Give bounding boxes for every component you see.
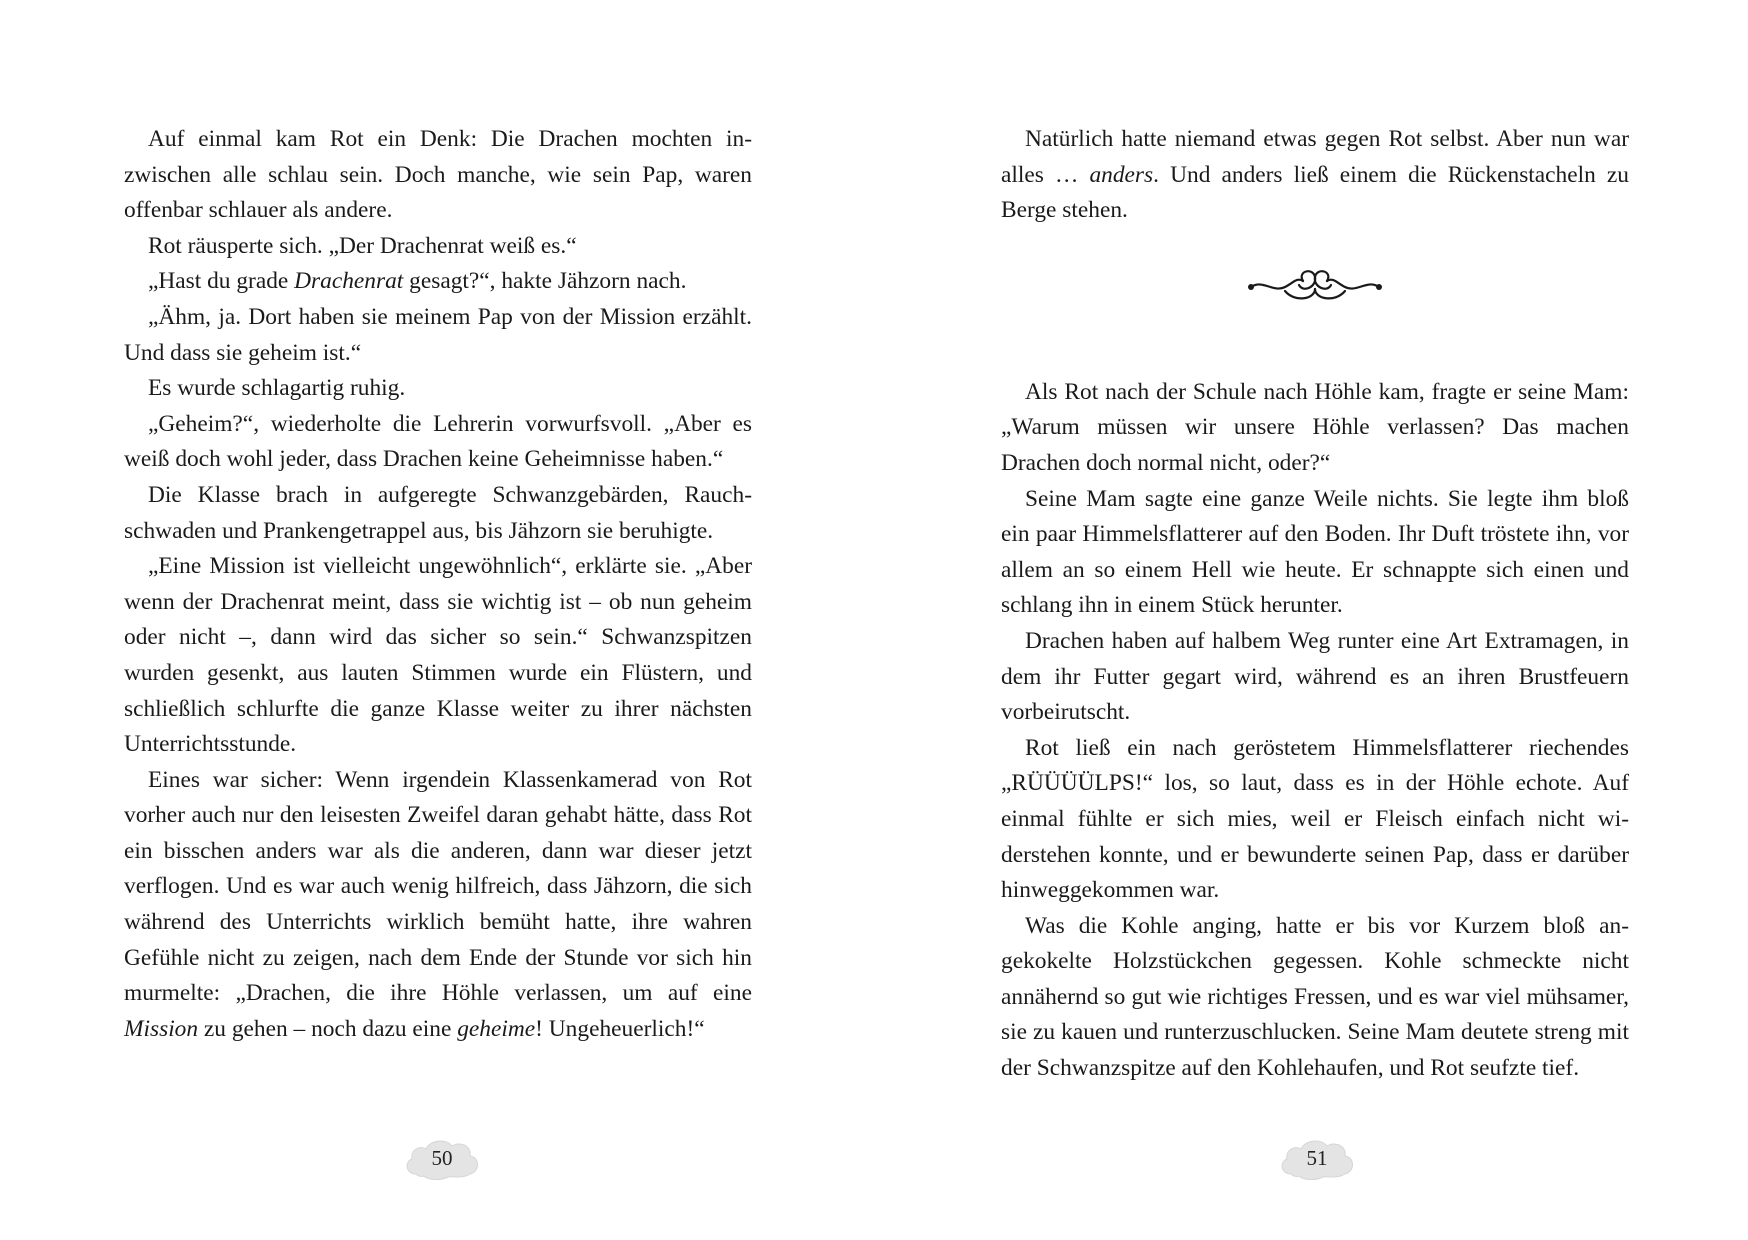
right-page-section-after: [1001, 375, 1629, 1087]
right-page-section-before: [1001, 122, 1629, 229]
italic-text: Mission: [124, 1015, 199, 1042]
paragraph: [124, 264, 752, 300]
italic-text: geheime: [457, 1015, 536, 1042]
paragraph: [124, 371, 752, 407]
text-run: „Hast du grade: [148, 268, 295, 295]
text-run: Es wurde schlagartig ruhig.: [148, 375, 406, 402]
paragraph: [1001, 122, 1629, 229]
text-run: „Ähm, ja. Dort haben sie meinem Pap von der Mission erzählt. Und dass sie geheim ist.“: [124, 303, 752, 366]
right-page: [874, 0, 1748, 1240]
text-run: „Eine Mission ist vielleicht ungewöhnlich“, erklärte sie. „Aber wenn der Drachenrat meint, dass sie wichtig ist – ob nun geheim oder nicht –, dann wird das sicher so sein.“ Schwanzspitzen wurden gesenkt, aus lauten Stimmen wurde ein Flüstern, und schließlich schlurfte die ganze Klasse weiter zu ihrer nächsten Unterrichtsstunde.: [124, 553, 752, 758]
paragraph: [1001, 624, 1629, 731]
paragraph: [1001, 375, 1629, 482]
text-run: zu gehen – noch dazu eine: [198, 1015, 458, 1042]
paragraph: [124, 763, 752, 1048]
text-run: Was die Kohle anging, hatte er bis vor Kurzem bloß angekokelte Holzstückchen gegessen. Kohle schmeckte nicht annähernd so gut wie richtiges Fressen, und es war viel mühsamer, sie zu kauen und runterzuschlucken. Seine Mam deutete streng mit der Schwanzspitze auf den Kohlehaufen, und Rot seufzte tief.: [1001, 912, 1629, 1082]
paragraph: [124, 300, 752, 371]
text-run: Drachen haben auf halbem Weg runter eine Art Extramagen, in dem ihr Futter gegart wird, während es an ihren Brustfeuern vorbeirutscht.: [1001, 627, 1629, 726]
paragraph: [124, 122, 752, 229]
text-run: Seine Mam sagte eine ganze Weile nichts. Sie legte ihm bloß ein paar Himmelsflatterer auf den Boden. Ihr Duft tröstete ihn, vor allem an so einem Hell wie heute. Er schnappte sich einen und schlang ihn in einem Stück herunter.: [1001, 485, 1629, 619]
text-run: Natürlich hatte niemand etwas gegen Rot selbst. Aber nun war alles …: [1001, 126, 1629, 188]
italic-text: anders: [1089, 161, 1154, 188]
text-run: Als Rot nach der Schule nach Höhle kam, fragte er seine Mam: „Warum müssen wir unsere Höhle verlassen? Das machen Drachen doch normal nicht, oder?“: [1001, 378, 1629, 476]
paragraph: [1001, 909, 1629, 1087]
paragraph: [124, 229, 752, 265]
page-number: 51: [1306, 1146, 1328, 1170]
paragraph: [124, 407, 752, 478]
text-run: Auf einmal kam Rot ein Denk: Die Drachen mochten inzwischen alle schlau sein. Doch manche, wie sein Pap, waren offenbar schlauer als andere.: [124, 126, 752, 224]
paragraph: [1001, 731, 1629, 909]
right-page-text: [1001, 122, 1629, 1087]
page-number-badge: [1277, 1132, 1357, 1184]
scroll-ornament-icon: [1001, 263, 1629, 307]
text-run: ! Ungeheuerlich!“: [535, 1015, 705, 1042]
text-run: Die Klasse brach in aufgeregte Schwanzgebärden, Rauchschwaden und Prankengetrappel aus, bis Jähzorn sie beruhigte.: [124, 481, 752, 544]
page-number-badge: [402, 1132, 482, 1184]
text-run: „Geheim?“, wiederholte die Lehrerin vorwurfsvoll. „Aber es weiß doch wohl jeder, dass Drachen keine Geheimnisse haben.“: [124, 410, 752, 473]
paragraph: [124, 549, 752, 763]
text-run: Rot räusperte sich. „Der Drachenrat weiß es.“: [148, 232, 577, 259]
text-run: . Und anders ließ einem die Rückenstacheln zu Berge stehen.: [1001, 161, 1630, 224]
text-run: gesagt?“, hakte Jähzorn nach.: [403, 268, 687, 295]
paragraph: [1001, 482, 1629, 624]
text-run: Eines war sicher: Wenn irgendein Klassenkamerad von Rot vorher auch nur den leisesten Zweifel daran gehabt hätte, dass Rot ein bisschen anders war als die anderen, dann war dieser jetzt verflogen. Und es war auch wenig hilfreich, dass Jähzorn, die sich während des Unterrichts wirklich bemüht hatte, ihre wahren Gefühle nicht zu zeigen, nach dem Ende der Stunde vor sich hin murmelte: „Drachen, die ihre Höhle verlassen, um auf eine: [124, 766, 752, 1007]
left-page-text: [124, 122, 752, 1047]
italic-text: Drachenrat: [294, 268, 404, 295]
page-number: 50: [431, 1146, 453, 1170]
text-run: Rot ließ ein nach geröstetem Himmelsflatterer riechendes „RÜÜÜÜLPS!“ los, so laut, dass es in der Höhle echote. Auf einmal fühlte er sich mies, weil er Fleisch einfach nicht widerstehen konnte, und er bewunderte seinen Pap, dass er darüber hinweggekommen war.: [1001, 734, 1629, 904]
paragraph: [124, 478, 752, 549]
